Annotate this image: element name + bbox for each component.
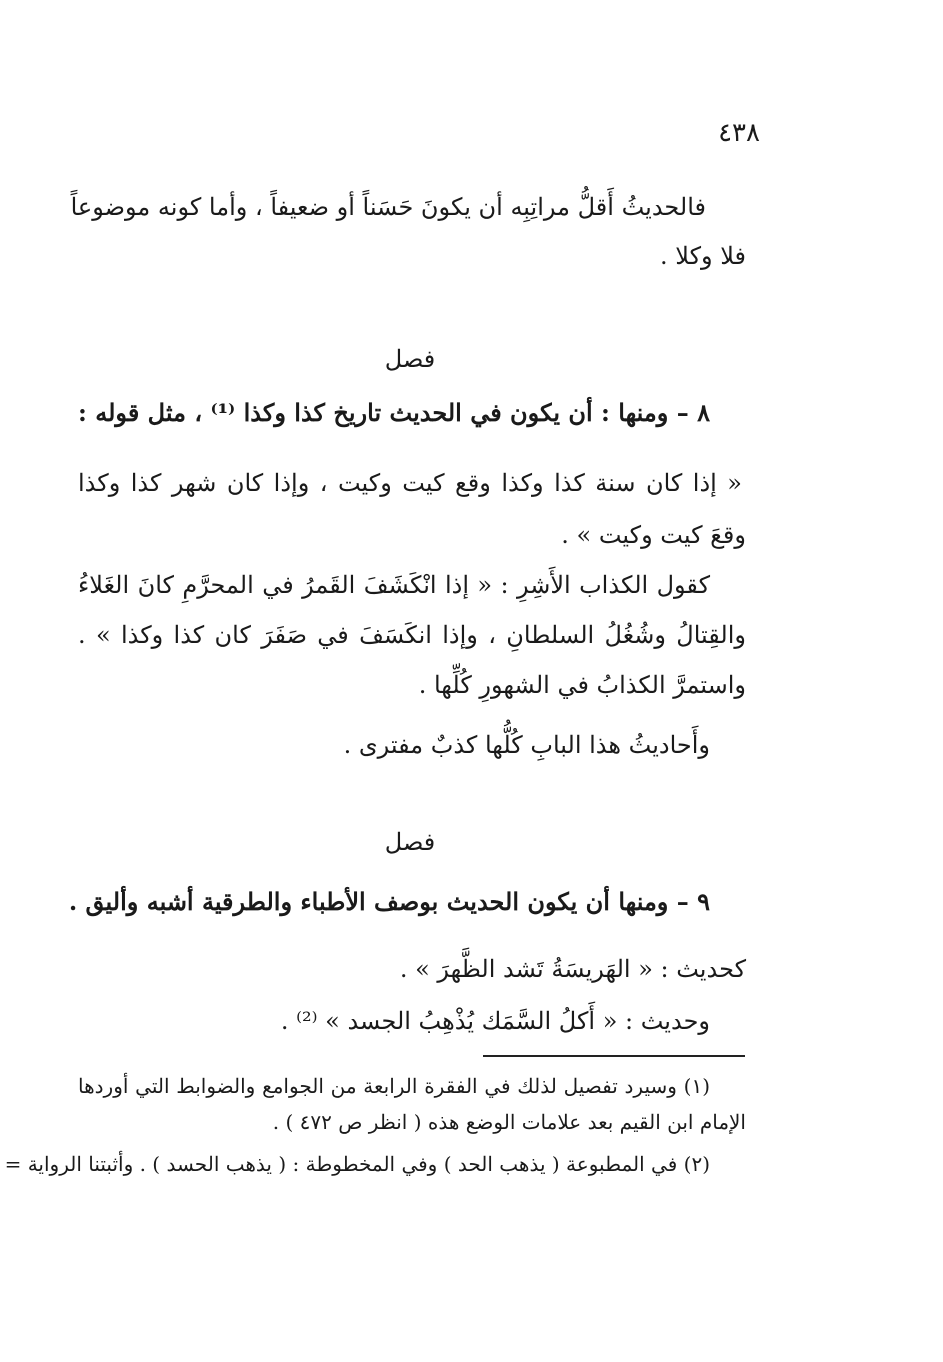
item-8-example-line-1: كقول الكذاب الأَشِرِ : « إذا انْكَشَفَ القَمرُ في المحرَّمِ كانَ الغَلاءُ	[78, 571, 710, 599]
item-8-heading: ٨ – ومنها : أن يكون في الحديث تاريخ كذا وكذا ⁽¹⁾ ، مثل قوله :	[78, 398, 711, 427]
item-8-quote-line-1: « إذا كان سنة كذا وكذا وقع كيت وكيت ، وإذا كان شهر كذا وكذا	[78, 469, 742, 497]
footnote-separator	[483, 1055, 745, 1057]
page-number: ٤٣٨	[718, 118, 760, 148]
item-9-heading: ٩ – ومنها أن يكون الحديث بوصف الأطباء والطرقية أشبه وأليق .	[68, 887, 710, 916]
item-9-example-2: وحديث : « أَكلُ السَّمَك يُذْهِبُ الجسد » ⁽²⁾ .	[280, 1007, 710, 1035]
item-8-example-line-3: واستمرَّ الكذابُ في الشهورِ كُلِّها .	[418, 671, 746, 699]
item-8-conclusion: وأَحاديثُ هذا البابِ كُلُّها كذبٌ مفترى .	[343, 731, 710, 759]
intro-line-2: فلا وكلا .	[659, 242, 746, 270]
item-9-example-1: كحديث : « الهَريسَةُ تَشد الظَّهرَ » .	[399, 955, 746, 983]
section-title-2: فصل	[384, 828, 436, 856]
item-8-example-line-2: والقِتالُ وشُغُلُ السلطانِ ، وإذا انكَسَفَ في صَفَرَ كان كذا وكذا » .	[78, 621, 746, 649]
footnote-1-line-2: الإمام ابن القيم بعد علامات الوضع هذه ( انظر ص ٤٧٢ ) .	[272, 1110, 746, 1134]
section-title-1: فصل	[384, 345, 436, 373]
footnote-2-line-1: (٢) في المطبوعة ( يذهب الحد ) وفي المخطوطة : ( يذهب الحسد ) . وأثبتنا الرواية =	[4, 1152, 710, 1176]
intro-line-1: فالحديثُ أَقلُّ مراتِبِه أن يكونَ حَسَناً أو ضعيفاً ، وأما كونه موضوعاً	[70, 193, 706, 221]
footnote-1-line-1: (١) وسيرد تفصيل لذلك في الفقرة الرابعة من الجوامع والضوابط التي أوردها	[78, 1074, 710, 1098]
item-8-quote-line-2: وقعَ كيت وكيت » .	[561, 521, 746, 549]
